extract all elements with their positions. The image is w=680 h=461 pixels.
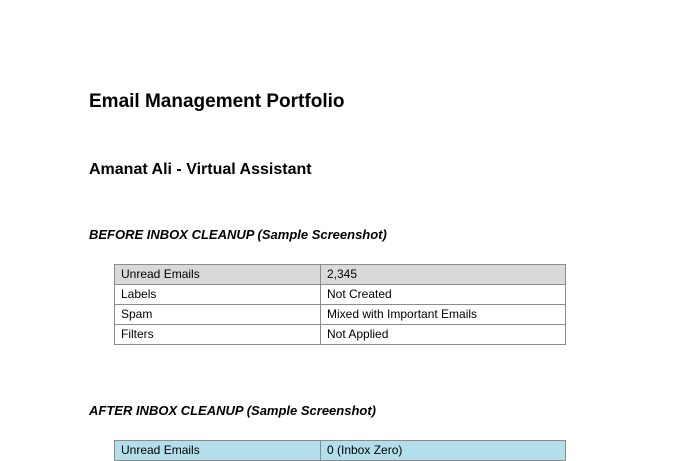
row-label: Spam	[115, 305, 321, 325]
document-title: Email Management Portfolio	[89, 91, 345, 112]
row-label: Labels	[115, 285, 321, 305]
table-row	[115, 441, 566, 461]
table-row	[115, 285, 566, 305]
table-row	[115, 325, 566, 345]
table-row	[115, 305, 566, 325]
row-value: Not Created	[321, 285, 566, 305]
after-cleanup-heading: AFTER INBOX CLEANUP (Sample Screenshot)	[89, 403, 377, 418]
row-label: Unread Emails	[115, 441, 321, 461]
document-subtitle: Amanat Ali - Virtual Assistant	[89, 161, 312, 178]
before-cleanup-table	[114, 264, 566, 345]
row-value: 2,345	[321, 265, 566, 285]
table-row	[115, 265, 566, 285]
after-cleanup-table	[114, 440, 566, 461]
row-value: Mixed with Important Emails	[321, 305, 566, 325]
row-label: Unread Emails	[115, 265, 321, 285]
before-cleanup-heading: BEFORE INBOX CLEANUP (Sample Screenshot)	[89, 227, 387, 242]
row-value: Not Applied	[321, 325, 566, 345]
row-label: Filters	[115, 325, 321, 345]
row-value: 0 (Inbox Zero)	[321, 441, 566, 461]
